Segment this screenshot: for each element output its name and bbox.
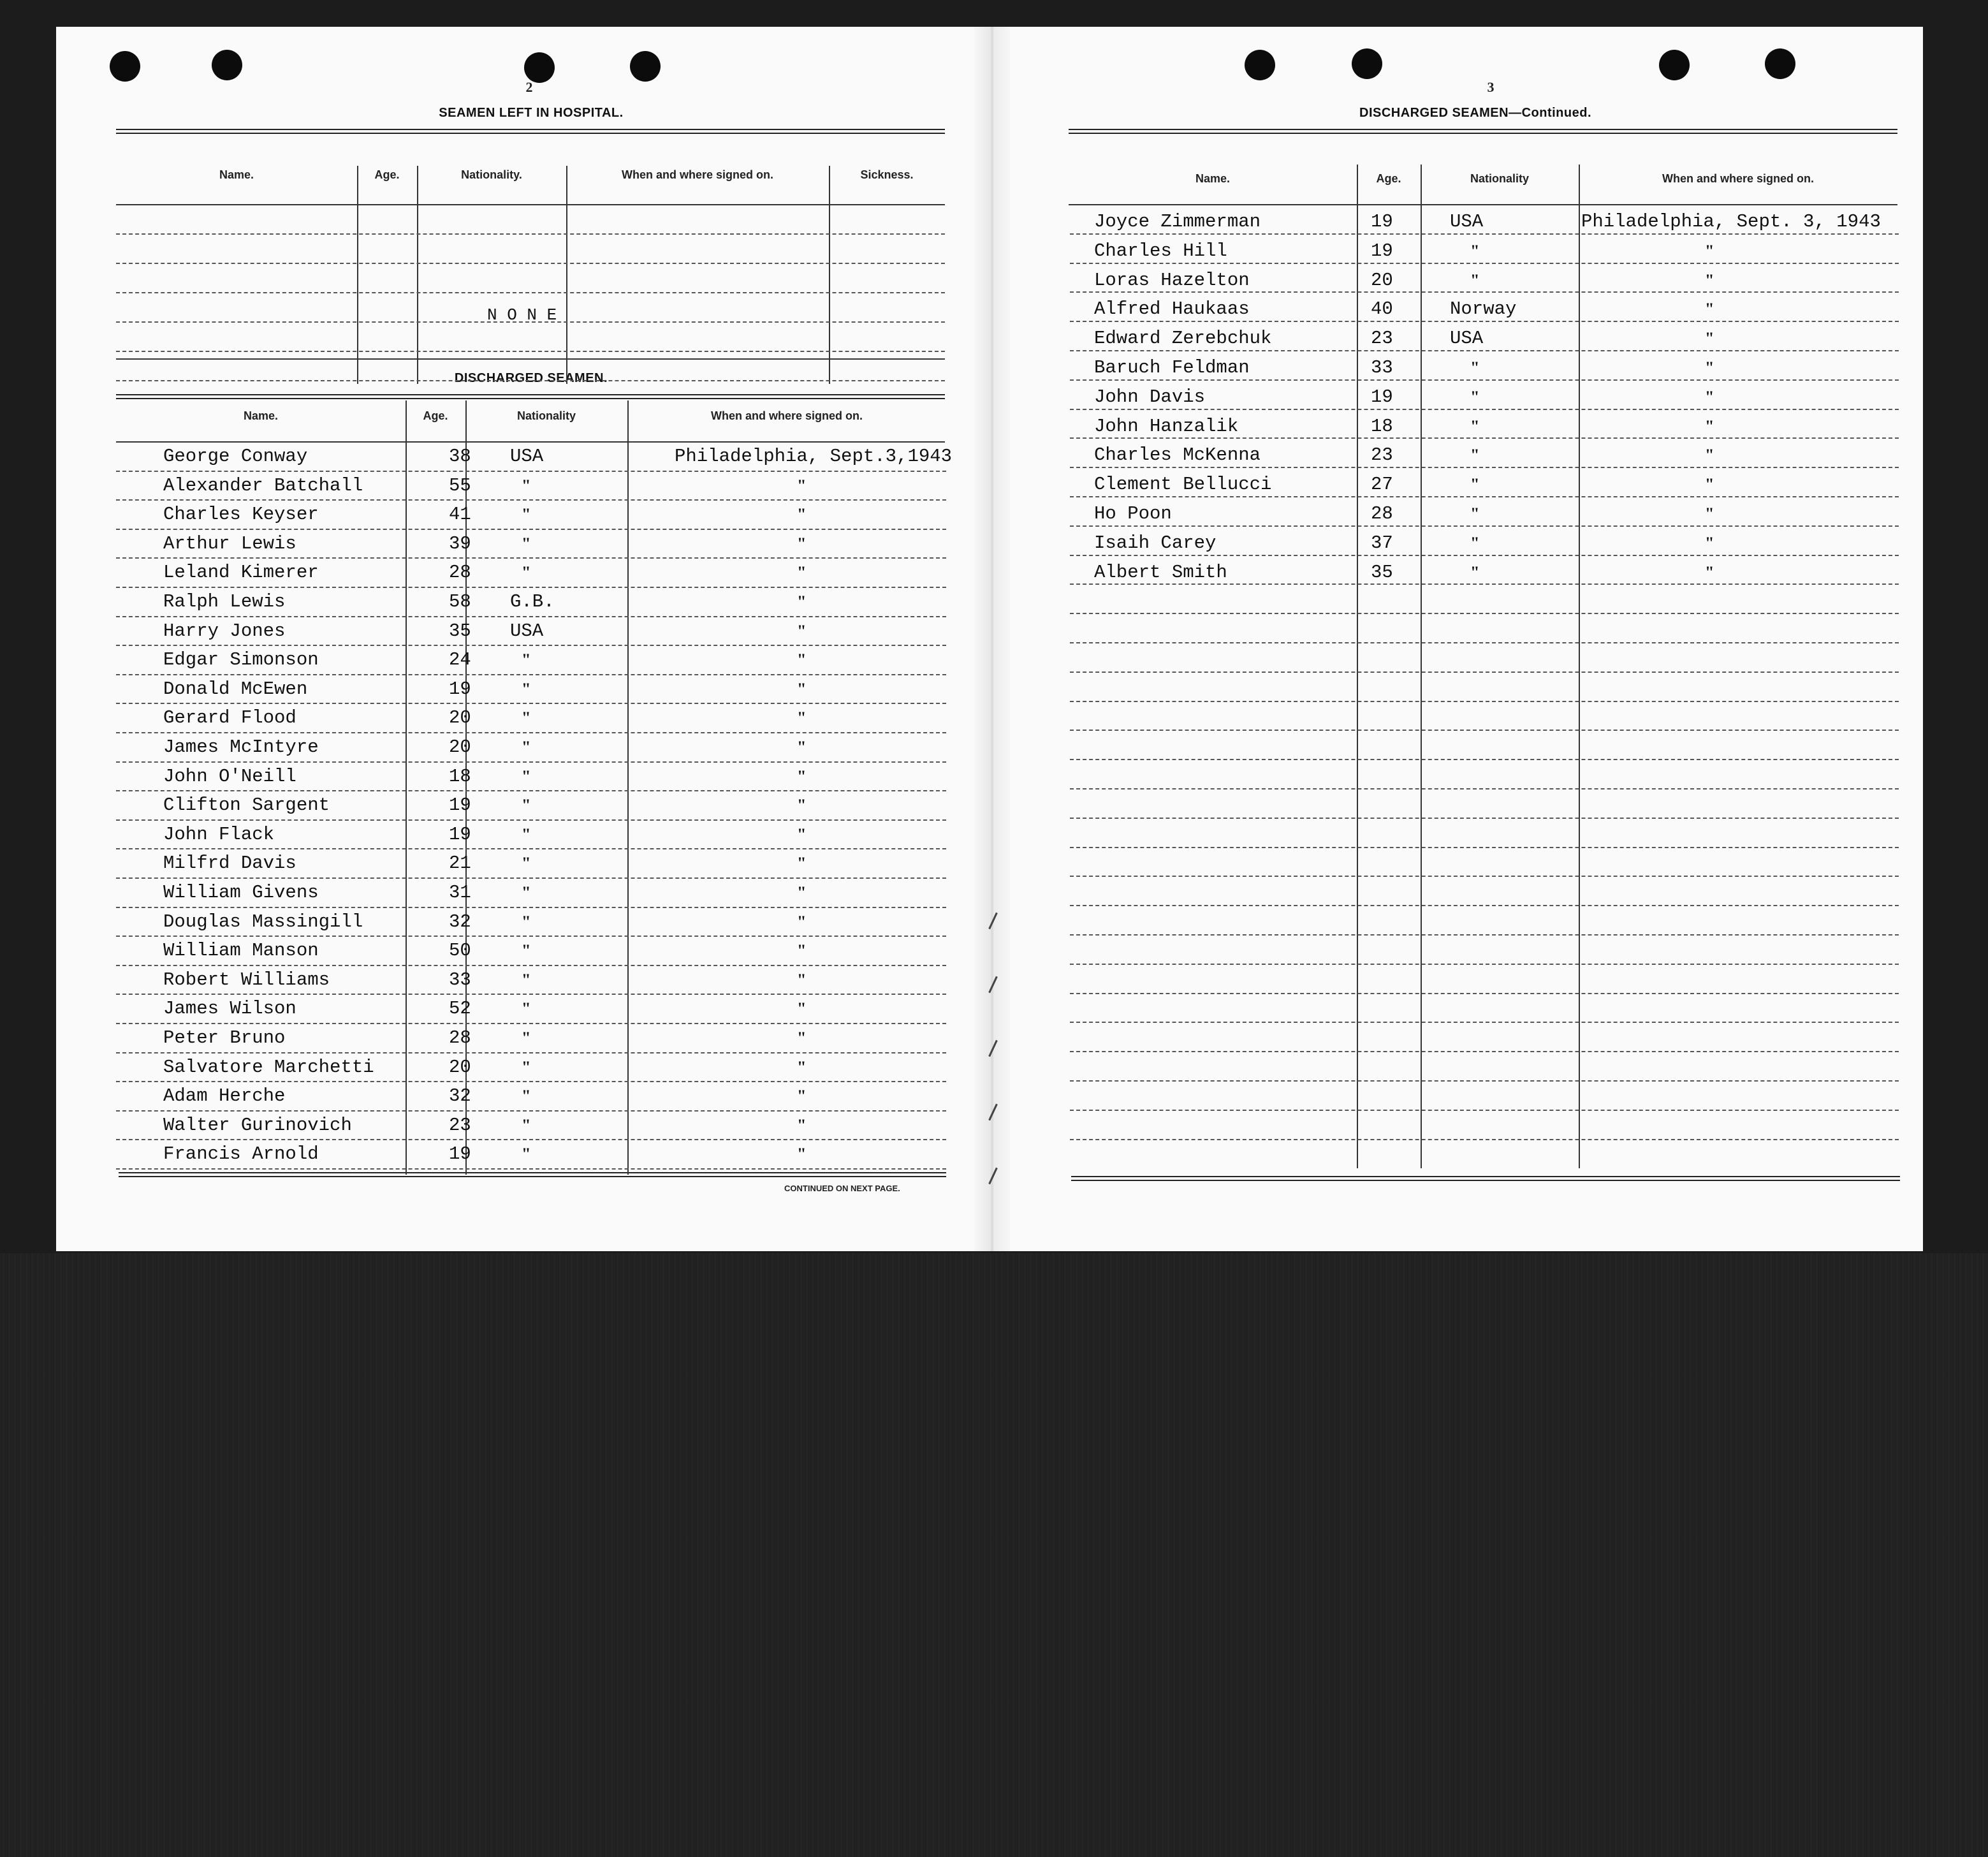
- seaman-age: 55: [449, 474, 471, 496]
- seaman-nationality: ": [522, 796, 531, 815]
- seaman-signed-on: ": [1705, 329, 1714, 348]
- continued-row-line: [1070, 642, 1899, 643]
- punch-hole: [1765, 48, 1795, 79]
- seaman-nationality: ": [522, 970, 531, 989]
- continued-row-line: [1070, 1139, 1899, 1140]
- seaman-nationality: USA: [510, 446, 544, 467]
- seaman-signed-on: ": [1705, 533, 1714, 552]
- seaman-age: 33: [449, 969, 471, 990]
- seaman-nationality: ": [1470, 270, 1480, 290]
- continued-row-line: [1070, 467, 1899, 468]
- seaman-name: John Flack: [163, 823, 275, 845]
- discharged-bottom-rule: [119, 1172, 946, 1177]
- continued-row-line: [1070, 759, 1899, 760]
- page-number-right: 3: [1487, 79, 1495, 95]
- seaman-nationality: ": [522, 1057, 531, 1076]
- continued-row-line: [1070, 291, 1899, 293]
- seaman-signed-on: ": [1705, 358, 1714, 377]
- right-page: [1010, 27, 1923, 1251]
- continued-col-header: Name.: [1195, 172, 1231, 185]
- seaman-age: 52: [449, 998, 471, 1020]
- continued-row-line: [1070, 1110, 1899, 1111]
- continued-row-line: [1070, 818, 1899, 819]
- seaman-nationality: ": [522, 767, 531, 786]
- continued-row-line: [1070, 1051, 1899, 1052]
- discharged-row-line: [116, 1110, 946, 1112]
- seaman-name: Charles Keyser: [163, 504, 319, 525]
- punch-hole: [110, 51, 140, 82]
- seaman-age: 19: [1371, 211, 1393, 232]
- seaman-age: 28: [449, 562, 471, 584]
- discharged-col-header: Name.: [243, 409, 279, 422]
- seaman-name: Milfrd Davis: [163, 853, 296, 874]
- seaman-nationality: ": [522, 505, 531, 524]
- discharged-row-line: [116, 877, 946, 879]
- continued-row-line: [1070, 613, 1899, 614]
- seaman-name: Charles McKenna: [1094, 444, 1261, 466]
- hospital-header-rule: [116, 204, 945, 205]
- continued-row-line: [1070, 905, 1899, 906]
- seaman-age: 24: [449, 649, 471, 671]
- seaman-signed-on: ": [1705, 504, 1714, 523]
- seaman-name: Edward Zerebchuk: [1094, 328, 1272, 349]
- seaman-signed-on: ": [797, 563, 807, 582]
- seaman-nationality: ": [1470, 358, 1480, 377]
- hospital-col-header: Nationality.: [461, 168, 522, 181]
- punch-hole: [524, 52, 555, 83]
- hospital-col-header: Age.: [374, 168, 400, 181]
- continued-col-header: Age.: [1376, 172, 1401, 185]
- seaman-nationality: ": [1470, 562, 1480, 582]
- discharged-col-divider: [406, 400, 407, 1175]
- page-number-left: 2: [525, 79, 533, 95]
- discharged-row-line: [116, 1168, 946, 1170]
- hospital-row-line: [116, 263, 945, 264]
- seaman-age: 37: [1371, 532, 1393, 554]
- discharged-row-line: [116, 1023, 946, 1024]
- hospital-row-line: [116, 351, 945, 352]
- seaman-signed-on: ": [797, 767, 807, 786]
- continued-bottom-rule: [1071, 1176, 1900, 1181]
- seaman-signed-on: ": [1705, 270, 1714, 290]
- hospital-section-title: SEAMEN LEFT IN HOSPITAL.: [439, 106, 624, 120]
- continued-row-line: [1070, 934, 1899, 936]
- discharged-row-line: [116, 703, 946, 704]
- hospital-bottom-rule: [116, 358, 945, 360]
- continued-col-divider: [1357, 165, 1358, 1168]
- discharged-row-line: [116, 471, 946, 472]
- seaman-signed-on: ": [797, 825, 807, 844]
- seaman-signed-on: Philadelphia, Sept. 3, 1943: [1581, 211, 1881, 232]
- seaman-age: 20: [449, 1056, 471, 1078]
- discharged-row-line: [116, 616, 946, 617]
- seaman-signed-on: ": [1705, 300, 1714, 319]
- continued-row-line: [1070, 321, 1899, 322]
- discharged-row-line: [116, 1139, 946, 1140]
- discharged-row-line: [116, 1052, 946, 1053]
- seaman-signed-on: Philadelphia, Sept.3,1943: [675, 446, 953, 467]
- continued-row-line: [1070, 730, 1899, 731]
- continued-row-line: [1070, 701, 1899, 702]
- seaman-signed-on: ": [797, 505, 807, 524]
- seaman-age: 38: [449, 446, 471, 467]
- hospital-col-header: Name.: [219, 168, 254, 181]
- discharged-row-line: [116, 994, 946, 995]
- seaman-age: 35: [449, 620, 471, 642]
- continued-row-line: [1070, 964, 1899, 965]
- seaman-signed-on: ": [797, 1057, 807, 1076]
- seaman-signed-on: ": [797, 883, 807, 902]
- seaman-nationality: ": [522, 825, 531, 844]
- seaman-name: Arthur Lewis: [163, 532, 296, 554]
- seaman-age: 27: [1371, 474, 1393, 495]
- seaman-nationality: ": [522, 1029, 531, 1047]
- seaman-age: 21: [449, 853, 471, 874]
- continued-row-line: [1070, 555, 1899, 556]
- discharged-row-line: [116, 965, 946, 966]
- seaman-name: Clement Bellucci: [1094, 474, 1272, 495]
- seaman-nationality: ": [522, 1087, 531, 1106]
- seaman-age: 19: [449, 1143, 471, 1165]
- seaman-signed-on: ": [1705, 416, 1714, 436]
- seaman-nationality: ": [522, 708, 531, 728]
- scanner-background: [0, 1253, 1988, 1857]
- discharged-col-divider: [627, 400, 629, 1175]
- seaman-nationality: G.B.: [510, 591, 555, 612]
- seaman-age: 32: [449, 1085, 471, 1107]
- punch-hole: [1245, 50, 1275, 80]
- seaman-signed-on: ": [1705, 241, 1714, 260]
- continued-row-line: [1070, 233, 1899, 235]
- seaman-age: 20: [449, 707, 471, 729]
- hospital-col-header: When and where signed on.: [621, 168, 774, 181]
- seaman-name: William Givens: [163, 882, 319, 903]
- seaman-age: 40: [1371, 298, 1393, 320]
- hospital-top-rule: [116, 129, 945, 134]
- seaman-age: 41: [449, 504, 471, 525]
- continued-row-line: [1070, 496, 1899, 497]
- seaman-age: 33: [1371, 357, 1393, 378]
- seaman-signed-on: ": [797, 592, 807, 611]
- discharged-row-line: [116, 674, 946, 675]
- seaman-nationality: USA: [1450, 328, 1484, 349]
- seaman-age: 18: [1371, 415, 1393, 437]
- discharged-col-header: When and where signed on.: [710, 409, 863, 422]
- continued-section-title: DISCHARGED SEAMEN—Continued.: [1359, 106, 1591, 120]
- hospital-row-line: [116, 292, 945, 293]
- seaman-signed-on: ": [797, 738, 807, 756]
- seaman-signed-on: ": [1705, 446, 1714, 465]
- punch-hole: [212, 50, 242, 80]
- continued-row-line: [1070, 993, 1899, 994]
- seaman-name: Donald McEwen: [163, 678, 308, 700]
- hospital-row-line: [116, 233, 945, 235]
- discharged-row-line: [116, 848, 946, 849]
- seaman-name: William Manson: [163, 940, 319, 962]
- seaman-age: 31: [449, 882, 471, 903]
- seaman-name: Joyce Zimmerman: [1094, 211, 1261, 232]
- discharged-row-line: [116, 499, 946, 501]
- seaman-nationality: ": [1470, 416, 1480, 436]
- continued-header-rule: [1069, 204, 1897, 205]
- seaman-age: 20: [449, 737, 471, 758]
- seaman-name: Harry Jones: [163, 620, 286, 642]
- continued-row-line: [1070, 1022, 1899, 1023]
- seaman-name: Robert Williams: [163, 969, 330, 990]
- seaman-age: 39: [449, 532, 471, 554]
- seaman-name: Isaih Carey: [1094, 532, 1217, 554]
- seaman-signed-on: ": [797, 1115, 807, 1134]
- seaman-name: Baruch Feldman: [1094, 357, 1250, 378]
- seaman-signed-on: ": [797, 534, 807, 553]
- continued-row-line: [1070, 379, 1899, 381]
- seaman-signed-on: ": [797, 1029, 807, 1047]
- seaman-name: Salvatore Marchetti: [163, 1056, 374, 1078]
- seaman-signed-on: ": [797, 679, 807, 698]
- continued-col-header: Nationality: [1470, 172, 1529, 185]
- seaman-name: Douglas Massingill: [163, 911, 363, 932]
- continued-row-line: [1070, 584, 1899, 585]
- seaman-nationality: ": [522, 854, 531, 873]
- discharged-row-line: [116, 557, 946, 559]
- seaman-age: 19: [449, 678, 471, 700]
- seaman-name: Charles Hill: [1094, 240, 1227, 261]
- discharged-row-line: [116, 819, 946, 821]
- continued-col-divider: [1421, 165, 1422, 1168]
- hospital-row-line: [116, 380, 945, 381]
- seaman-age: 23: [449, 1114, 471, 1136]
- left-page: [56, 27, 1007, 1251]
- seaman-age: 19: [1371, 240, 1393, 261]
- seaman-name: Loras Hazelton: [1094, 269, 1250, 291]
- seaman-nationality: ": [522, 679, 531, 698]
- seaman-signed-on: ": [797, 476, 807, 495]
- seaman-nationality: ": [522, 1145, 531, 1164]
- seaman-signed-on: ": [797, 796, 807, 815]
- seaman-age: 58: [449, 591, 471, 612]
- discharged-header-rule: [116, 441, 945, 443]
- discharged-row-line: [116, 732, 946, 733]
- discharged-row-line: [116, 907, 946, 908]
- seaman-nationality: USA: [510, 620, 544, 642]
- continued-row-line: [1070, 409, 1899, 410]
- continued-top-rule: [1069, 129, 1897, 134]
- seaman-nationality: ": [522, 999, 531, 1018]
- continued-row-line: [1070, 672, 1899, 673]
- seaman-name: John Hanzalik: [1094, 415, 1239, 437]
- discharged-row-line: [116, 529, 946, 530]
- discharged-row-line: [116, 790, 946, 791]
- seaman-signed-on: ": [797, 621, 807, 640]
- seaman-age: 19: [449, 823, 471, 845]
- seaman-age: 35: [1371, 561, 1393, 583]
- seaman-name: Edgar Simonson: [163, 649, 319, 671]
- seaman-age: 23: [1371, 444, 1393, 466]
- seaman-nationality: ": [1470, 387, 1480, 406]
- seaman-nationality: USA: [1450, 211, 1484, 232]
- seaman-signed-on: ": [1705, 562, 1714, 582]
- punch-hole: [630, 51, 661, 82]
- seaman-name: Leland Kimerer: [163, 562, 319, 584]
- continued-row-line: [1070, 847, 1899, 848]
- seaman-name: Francis Arnold: [163, 1143, 319, 1165]
- seaman-name: Alexander Batchall: [163, 474, 363, 496]
- seaman-name: Adam Herche: [163, 1085, 286, 1107]
- seaman-name: James McIntyre: [163, 737, 319, 758]
- seaman-age: 50: [449, 940, 471, 962]
- seaman-nationality: ": [1470, 241, 1480, 260]
- seaman-name: Gerard Flood: [163, 707, 296, 729]
- continued-col-divider: [1579, 165, 1580, 1168]
- discharged-row-line: [116, 761, 946, 763]
- punch-hole: [1659, 50, 1690, 80]
- punch-hole: [1352, 48, 1382, 79]
- seaman-signed-on: ": [1705, 475, 1714, 494]
- seaman-signed-on: ": [797, 854, 807, 873]
- discharged-col-header: Age.: [423, 409, 448, 422]
- seaman-age: 20: [1371, 269, 1393, 291]
- seaman-signed-on: ": [797, 708, 807, 728]
- seaman-nationality: ": [522, 650, 531, 670]
- seaman-name: Peter Bruno: [163, 1027, 286, 1048]
- seaman-name: Clifton Sargent: [163, 795, 330, 816]
- seaman-age: 28: [449, 1027, 471, 1048]
- seaman-name: Walter Gurinovich: [163, 1114, 352, 1136]
- seaman-signed-on: ": [797, 999, 807, 1018]
- seaman-nationality: ": [522, 1115, 531, 1134]
- continued-note: CONTINUED ON NEXT PAGE.: [784, 1184, 900, 1193]
- seaman-nationality: ": [522, 476, 531, 495]
- seaman-signed-on: ": [797, 1145, 807, 1164]
- seaman-signed-on: ": [797, 912, 807, 931]
- seaman-name: James Wilson: [163, 998, 296, 1020]
- continued-row-line: [1070, 788, 1899, 789]
- continued-row-line: [1070, 525, 1899, 527]
- discharged-row-line: [116, 936, 946, 937]
- seaman-nationality: ": [522, 912, 531, 931]
- continued-row-line: [1070, 876, 1899, 877]
- continued-row-line: [1070, 263, 1899, 264]
- seaman-signed-on: ": [797, 650, 807, 670]
- seaman-signed-on: ": [797, 941, 807, 960]
- seaman-name: John O'Neill: [163, 765, 296, 787]
- seaman-signed-on: ": [797, 1087, 807, 1106]
- seaman-name: Albert Smith: [1094, 561, 1227, 583]
- seaman-nationality: ": [522, 883, 531, 902]
- seaman-nationality: ": [522, 941, 531, 960]
- seaman-nationality: ": [1470, 504, 1480, 523]
- discharged-top-rule: [116, 394, 945, 399]
- discharged-row-line: [116, 587, 946, 588]
- discharged-section-title: DISCHARGED SEAMEN.: [454, 371, 608, 385]
- continued-row-line: [1070, 437, 1899, 439]
- seaman-nationality: ": [522, 534, 531, 553]
- seaman-name: George Conway: [163, 446, 308, 467]
- hospital-none-entry: N O N E: [487, 305, 557, 325]
- discharged-row-line: [116, 1081, 946, 1082]
- seaman-age: 18: [449, 765, 471, 787]
- seaman-name: Ho Poon: [1094, 503, 1172, 524]
- seaman-nationality: Norway: [1450, 298, 1517, 320]
- seaman-name: Alfred Haukaas: [1094, 298, 1250, 320]
- hospital-col-header: Sickness.: [860, 168, 914, 181]
- seaman-age: 32: [449, 911, 471, 932]
- continued-row-line: [1070, 350, 1899, 351]
- seaman-nationality: ": [522, 563, 531, 582]
- seaman-age: 23: [1371, 328, 1393, 349]
- discharged-col-header: Nationality: [516, 409, 576, 422]
- seaman-nationality: ": [1470, 475, 1480, 494]
- seaman-age: 28: [1371, 503, 1393, 524]
- seaman-name: Ralph Lewis: [163, 591, 286, 612]
- seaman-age: 19: [449, 795, 471, 816]
- seaman-name: John Davis: [1094, 386, 1206, 407]
- seaman-signed-on: ": [797, 970, 807, 989]
- continued-row-line: [1070, 1080, 1899, 1082]
- seaman-age: 19: [1371, 386, 1393, 407]
- seaman-signed-on: ": [1705, 387, 1714, 406]
- continued-col-header: When and where signed on.: [1662, 172, 1815, 185]
- seaman-nationality: ": [1470, 446, 1480, 465]
- seaman-nationality: ": [522, 738, 531, 756]
- discharged-row-line: [116, 645, 946, 646]
- page-gutter: [974, 27, 1010, 1251]
- seaman-nationality: ": [1470, 533, 1480, 552]
